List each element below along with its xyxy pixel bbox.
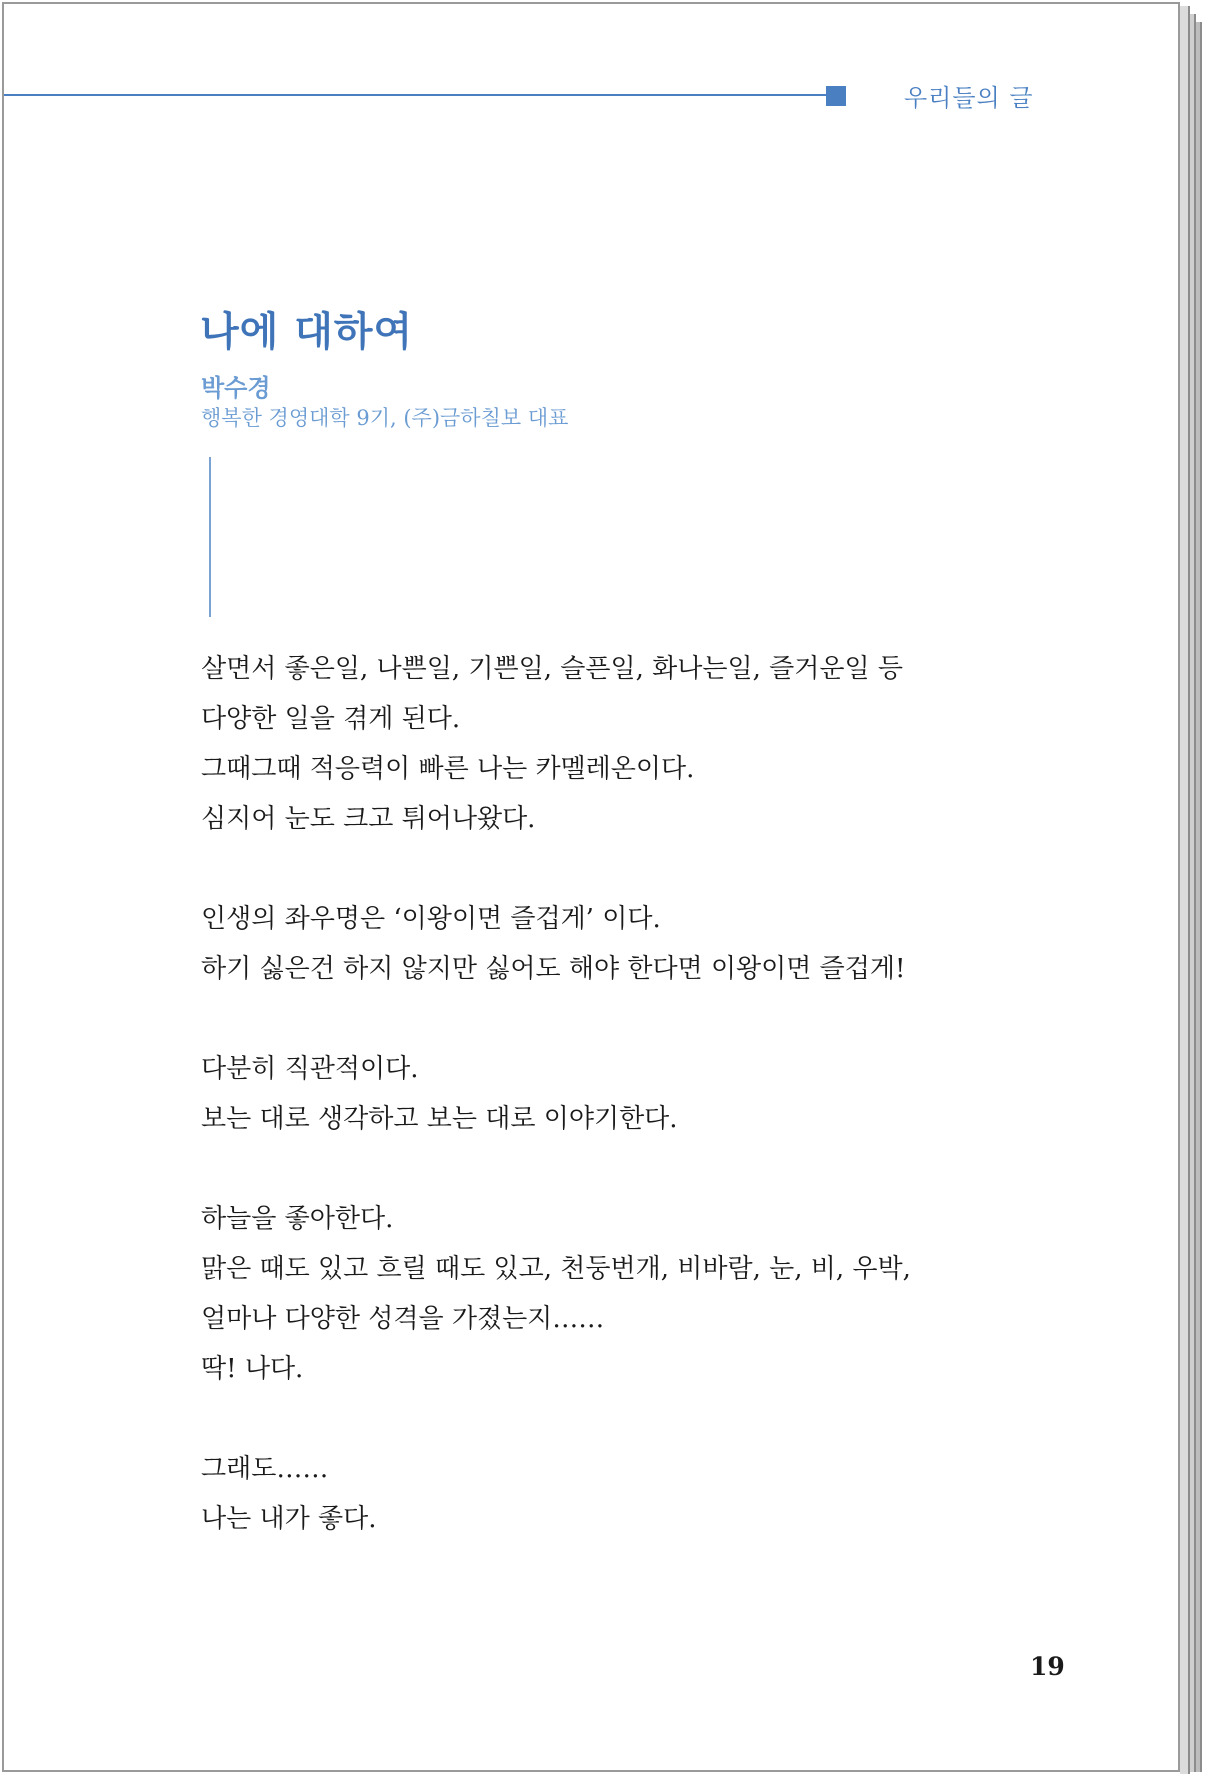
text-line: 그때그때 적응력이 빠른 나는 카멜레온이다. [201, 754, 695, 784]
header-rule [4, 94, 834, 96]
text-line: 인생의 좌우명은 ‘이왕이면 즐겁게’ 이다. [201, 904, 661, 934]
text-line: 하늘을 좋아한다. [201, 1204, 394, 1234]
article-title: 나에 대하여 [200, 309, 414, 355]
text-line: 살면서 좋은일, 나쁜일, 기쁜일, 슬픈일, 화나는일, 즐거운일 등 [201, 654, 903, 684]
text-line: 다분히 직관적이다. [201, 1054, 419, 1084]
article-body [201, 644, 1001, 1594]
book-page [2, 2, 1180, 1772]
paragraph [201, 644, 1001, 844]
section-title: 우리들의 글 [904, 84, 1034, 112]
author-description: 행복한 경영대학 9기, (주)금하칠보 대표 [201, 406, 569, 430]
text-line: 심지어 눈도 크고 튀어나왔다. [201, 804, 536, 834]
vertical-rule [209, 457, 211, 617]
text-line: 보는 대로 생각하고 보는 대로 이야기한다. [201, 1104, 678, 1134]
header-square-marker [826, 86, 846, 106]
paragraph [201, 1194, 1001, 1394]
text-line: 나는 내가 좋다. [201, 1504, 377, 1534]
text-line: 그래도…… [201, 1454, 329, 1484]
text-line: 맑은 때도 있고 흐릴 때도 있고, 천둥번개, 비바람, 눈, 비, 우박, [201, 1254, 911, 1284]
text-line: 얼마나 다양한 성격을 가졌는지…… [201, 1304, 605, 1334]
paragraph [201, 1044, 1001, 1144]
page-edge [1180, 6, 1190, 1774]
text-line: 하기 싫은건 하지 않지만 싫어도 해야 한다면 이왕이면 즐겁게! [201, 954, 906, 984]
page-number: 19 [1030, 1652, 1065, 1681]
paragraph [201, 894, 1001, 994]
paragraph [201, 1444, 1001, 1544]
text-line: 다양한 일을 겪게 된다. [201, 704, 461, 734]
text-line: 딱! 나다. [201, 1354, 304, 1384]
author-name: 박수경 [201, 374, 271, 402]
